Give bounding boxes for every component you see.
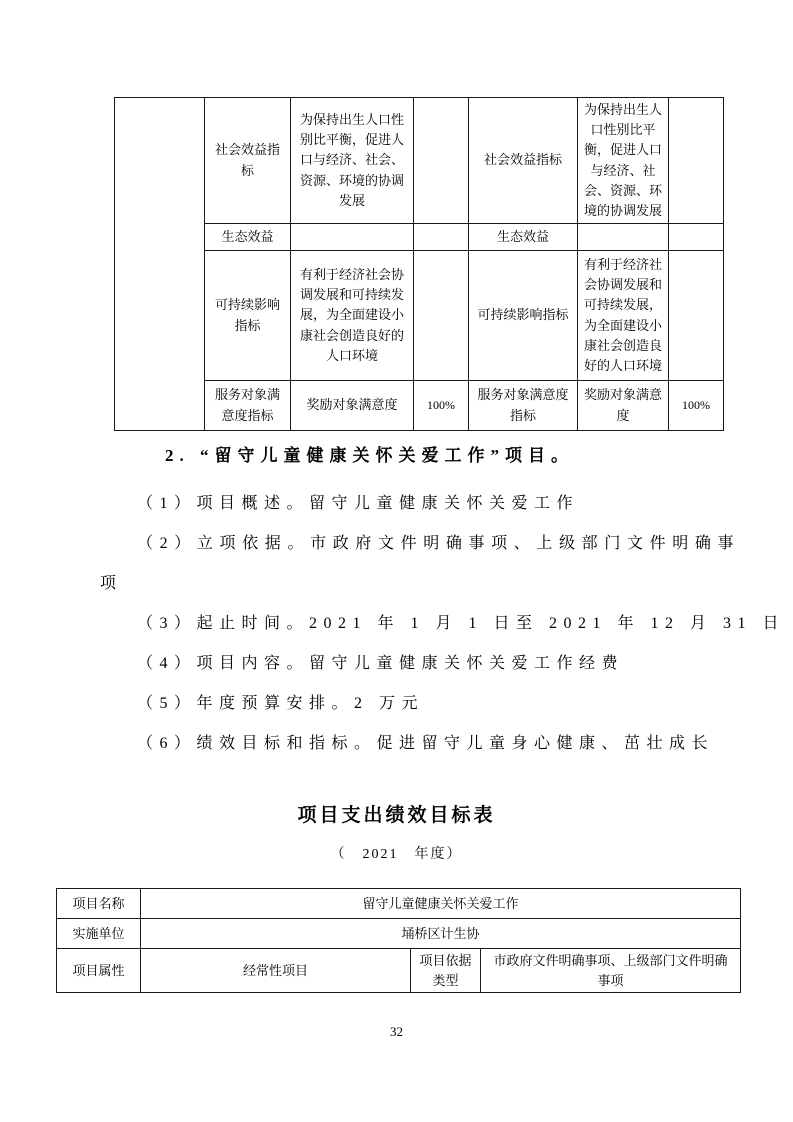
paragraph-basis: （2）立项依据。市政府文件明确事项、上级部门文件明确事项 <box>100 535 740 592</box>
table-row <box>57 889 741 919</box>
section-heading: 2. “留守儿童健康关怀关爱工作”项目。 <box>165 446 574 465</box>
indicator-desc-cell: 为保持出生人口性别比平衡，促进人口与经济、社会、资源、环境的协调发展 <box>578 98 669 224</box>
table-row <box>57 919 741 949</box>
indicator-left-spacer-cell <box>115 98 205 431</box>
indicator-value-cell: 100% <box>414 381 469 431</box>
project-basis-label-cell: 项目依据类型 <box>411 949 481 993</box>
indicator-desc-cell: 为保持出生人口性别比平衡，促进人口与经济、社会、资源、环境的协调发展 <box>291 98 414 224</box>
indicator-desc-cell: 有利于经济社会协调发展和可持续发展，为全面建设小康社会创造良好的人口环境 <box>578 251 669 381</box>
indicator-desc-cell: 有利于经济社会协调发展和可持续发展，为全面建设小康社会创造良好的人口环境 <box>291 251 414 381</box>
indicator-value-cell <box>669 251 724 381</box>
indicator-value-cell: 100% <box>669 381 724 431</box>
indicator-label-cell: 社会效益指标 <box>469 98 578 224</box>
indicator-value-cell <box>414 98 469 224</box>
target-table-title: 项目支出绩效目标表 <box>297 805 496 826</box>
indicator-desc-cell <box>291 224 414 251</box>
indicator-desc-cell: 奖励对象满意度 <box>578 381 669 431</box>
indicator-label-cell: 可持续影响指标 <box>205 251 291 381</box>
project-name-value-cell: 留守儿童健康关怀关爱工作 <box>141 889 741 919</box>
indicator-table <box>114 97 724 431</box>
project-attribute-label-cell: 项目属性 <box>57 949 141 993</box>
indicator-desc-cell <box>578 224 669 251</box>
indicator-label-cell: 服务对象满意度指标 <box>469 381 578 431</box>
project-section <box>100 442 786 764</box>
page-number: 32 <box>390 1024 403 1039</box>
indicator-value-cell <box>414 224 469 251</box>
table-row <box>115 98 724 224</box>
indicator-label-cell: 生态效益 <box>205 224 291 251</box>
project-name-label-cell: 项目名称 <box>57 889 141 919</box>
paragraph-content: （4）项目内容。留守儿童健康关怀关爱工作经费 <box>137 655 625 672</box>
project-basis-value-cell: 市政府文件明确事项、上级部门文件明确事项 <box>481 949 741 993</box>
indicator-value-cell <box>414 251 469 381</box>
indicator-label-cell: 服务对象满意度指标 <box>205 381 291 431</box>
indicator-label-cell: 生态效益 <box>469 224 578 251</box>
paragraph-targets: （6）绩效目标和指标。促进留守儿童身心健康、茁壮成长 <box>137 735 715 752</box>
indicator-desc-cell: 奖励对象满意度 <box>291 381 414 431</box>
table-row <box>115 381 724 431</box>
paragraph-budget: （5）年度预算安排。2 万元 <box>137 695 425 712</box>
implementing-unit-value-cell: 埇桥区计生协 <box>141 919 741 949</box>
table-row <box>115 251 724 381</box>
paragraph-overview: （1）项目概述。留守儿童健康关怀关爱工作 <box>137 495 580 512</box>
paragraph-dates: （3）起止时间。2021 年 1 月 1 日至 2021 年 12 月 31 日 <box>137 615 786 632</box>
table-row <box>115 224 724 251</box>
project-table <box>56 888 741 993</box>
project-attribute-value-cell: 经常性项目 <box>141 949 411 993</box>
implementing-unit-label-cell: 实施单位 <box>57 919 141 949</box>
indicator-label-cell: 社会效益指标 <box>205 98 291 224</box>
target-table-year: （ 2021 年度） <box>330 847 463 862</box>
indicator-value-cell <box>669 224 724 251</box>
table-row <box>57 949 741 993</box>
indicator-value-cell <box>669 98 724 224</box>
indicator-label-cell: 可持续影响指标 <box>469 251 578 381</box>
